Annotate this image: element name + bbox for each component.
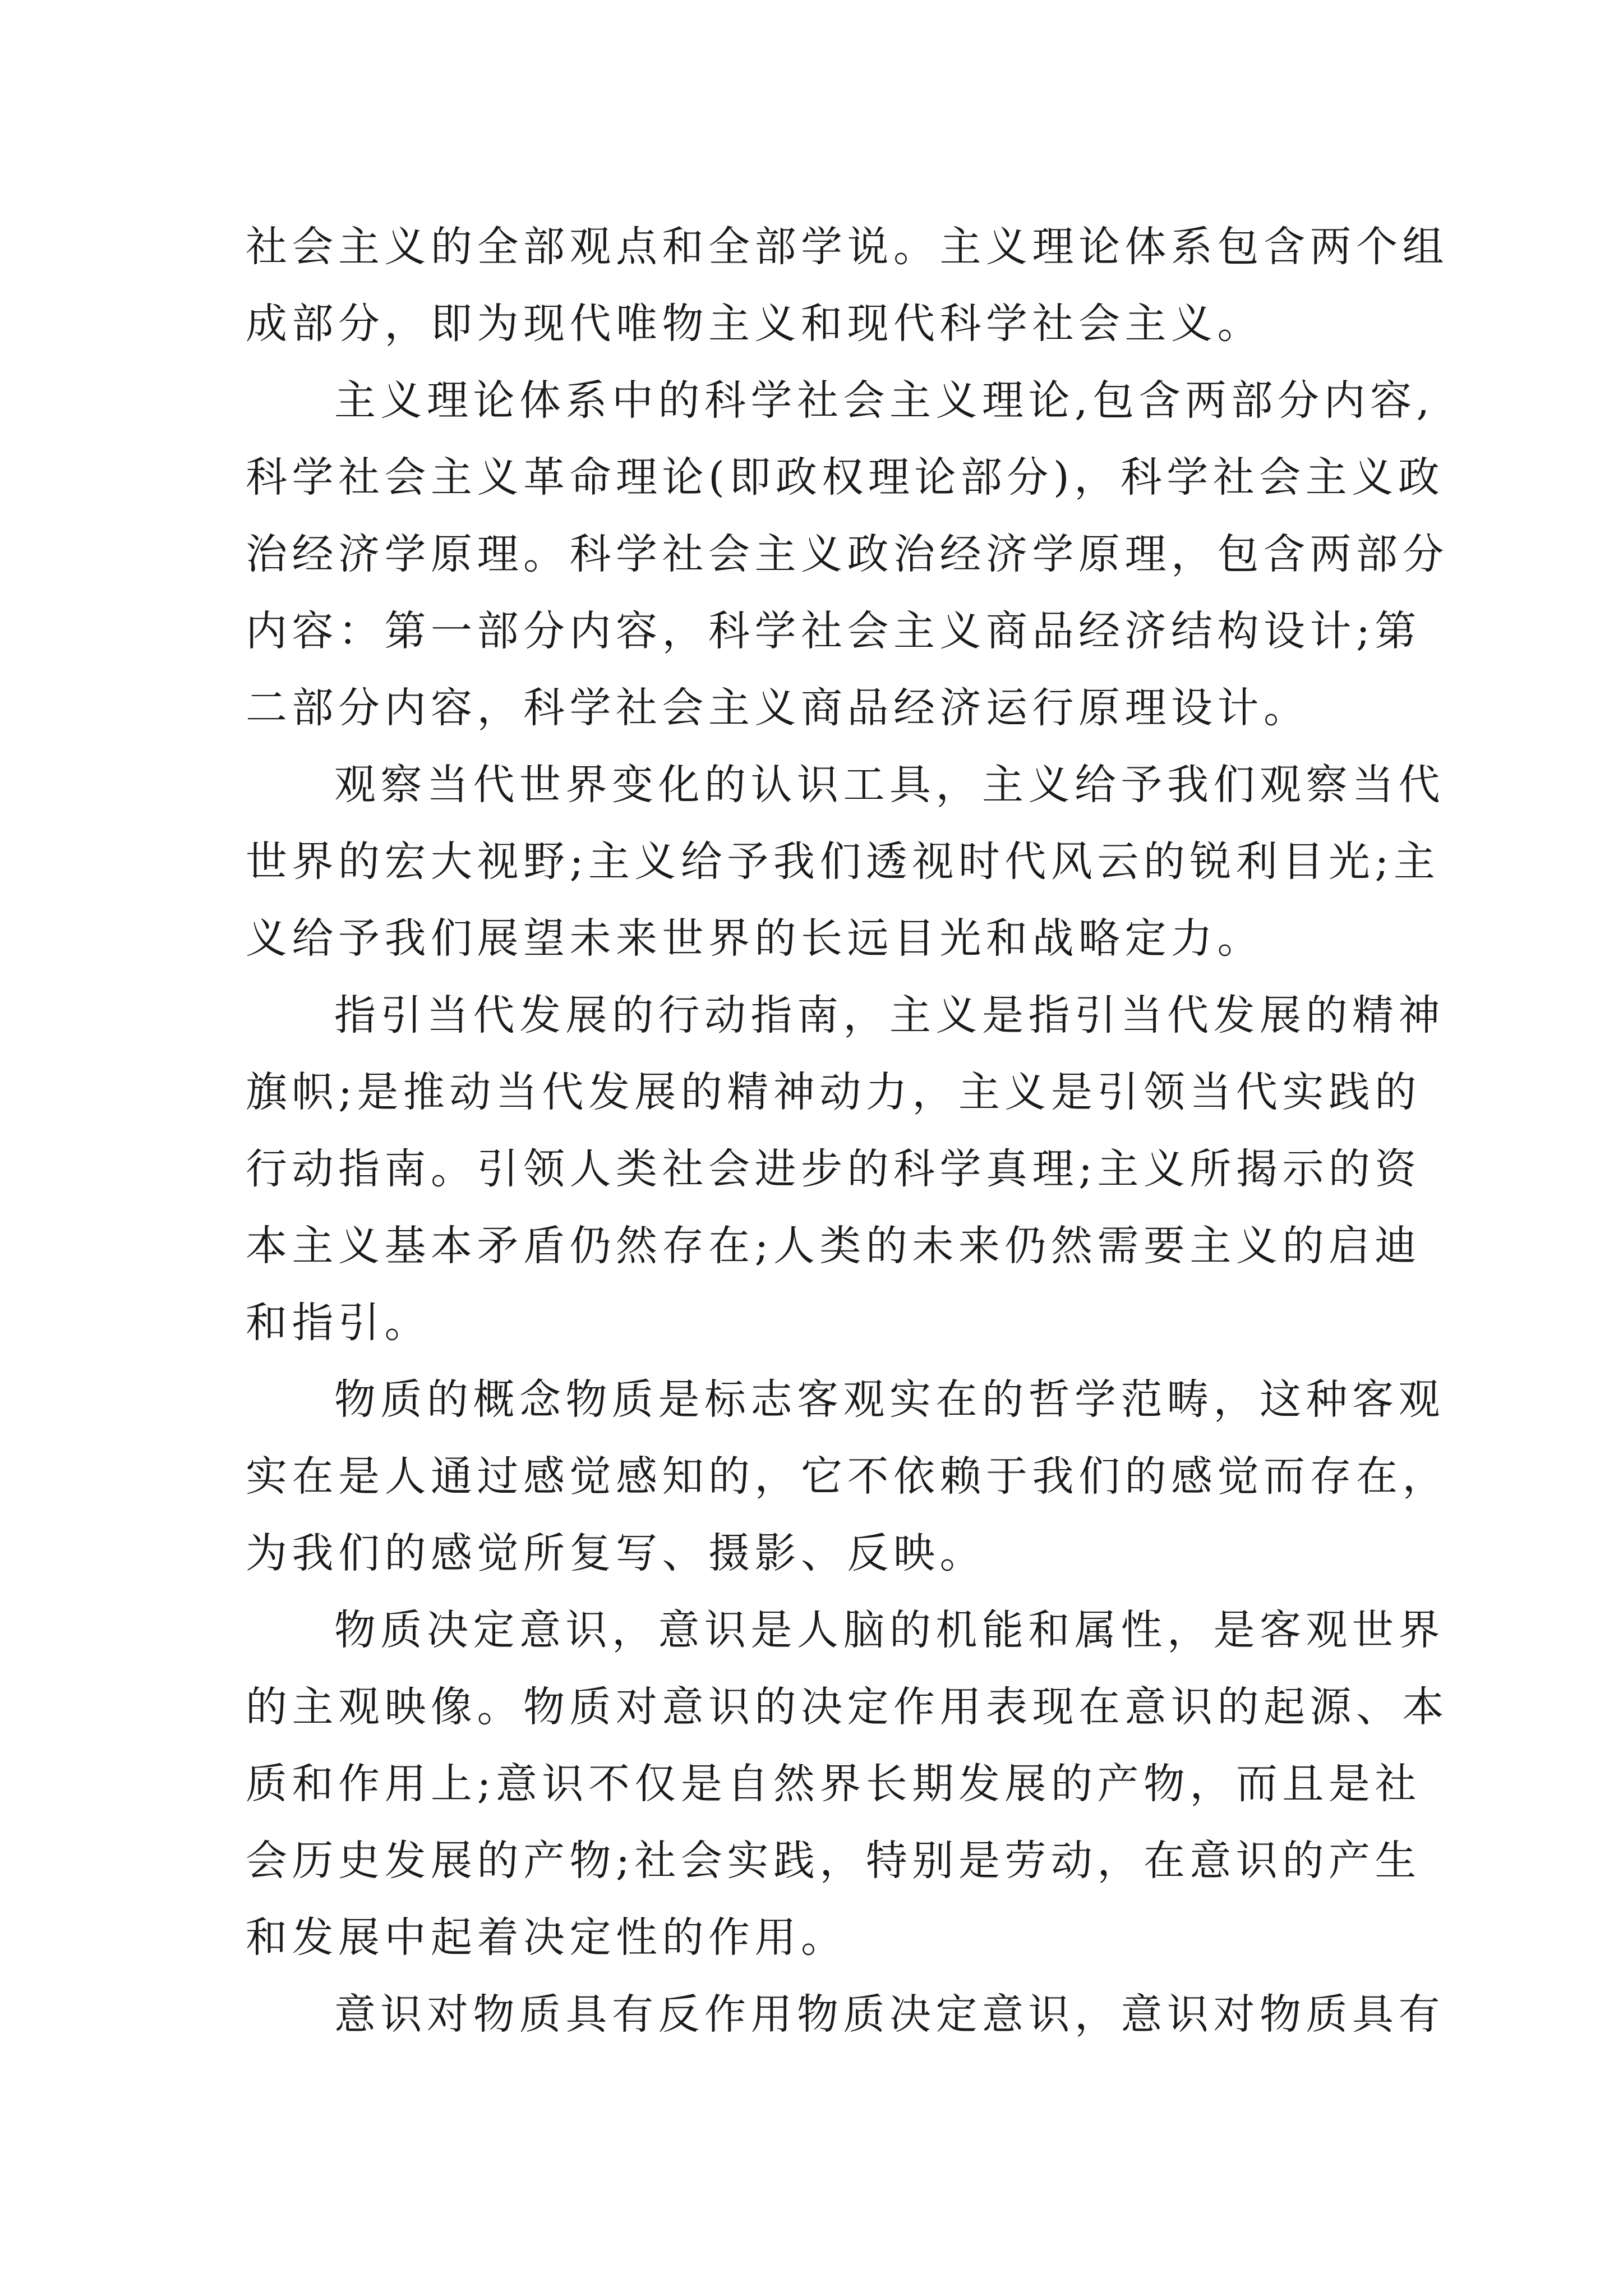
paragraph-first-line: 指引当代发展的行动指南，主义是指引当代发展的精神 xyxy=(334,991,1445,1039)
text-line: 行动指南。引领人类社会进步的科学真理;主义所揭示的资 xyxy=(246,1145,1421,1193)
text-line: 世界的宏大视野;主义给予我们透视时代风云的锐利目光;主 xyxy=(246,838,1440,886)
text-line: 实在是人通过感觉感知的，它不依赖于我们的感觉而存在， xyxy=(246,1452,1449,1501)
text-line: 治经济学原理。科学社会主义政治经济学原理，包含两部分 xyxy=(246,530,1449,578)
text-line: 和指引。 xyxy=(246,1299,431,1347)
paragraph-first-line: 主义理论体系中的科学社会主义理论,包含两部分内容, xyxy=(334,376,1435,425)
paragraph-first-line: 物质的概念物质是标志客观实在的哲学范畴，这种客观 xyxy=(334,1375,1445,1424)
text-line: 二部分内容，科学社会主义商品经济运行原理设计。 xyxy=(246,684,1310,732)
document-body xyxy=(246,209,1449,2053)
text-line: 成部分，即为现代唯物主义和现代科学社会主义。 xyxy=(246,300,1264,348)
text-line: 本主义基本矛盾仍然存在;人类的未来仍然需要主义的启迪 xyxy=(246,1222,1421,1270)
paragraph-first-line: 观察当代世界变化的认识工具，主义给予我们观察当代 xyxy=(334,761,1445,809)
text-line: 社会主义的全部观点和全部学说。主义理论体系包含两个组 xyxy=(246,223,1449,271)
text-line: 质和作用上;意识不仅是自然界长期发展的产物，而且是社 xyxy=(246,1760,1421,1808)
text-line: 会历史发展的产物;社会实践，特别是劳动，在意识的产生 xyxy=(246,1837,1421,1885)
paragraph-first-line: 物质决定意识，意识是人脑的机能和属性，是客观世界 xyxy=(334,1606,1445,1654)
text-line: 科学社会主义革命理论(即政权理论部分)，科学社会主义政 xyxy=(246,453,1445,501)
text-line: 旗帜;是推动当代发展的精神动力，主义是引领当代实践的 xyxy=(246,1068,1421,1116)
text-line: 义给予我们展望未来世界的长远目光和战略定力。 xyxy=(246,914,1264,963)
text-line: 的主观映像。物质对意识的决定作用表现在意识的起源、本 xyxy=(246,1683,1449,1731)
text-line: 内容：第一部分内容，科学社会主义商品经济结构设计;第 xyxy=(246,607,1421,655)
text-line: 和发展中起着决定性的作用。 xyxy=(246,1913,847,1962)
paragraph-first-line: 意识对物质具有反作用物质决定意识，意识对物质具有 xyxy=(334,1990,1445,2039)
text-line: 为我们的感觉所复写、摄影、反映。 xyxy=(246,1529,986,1577)
